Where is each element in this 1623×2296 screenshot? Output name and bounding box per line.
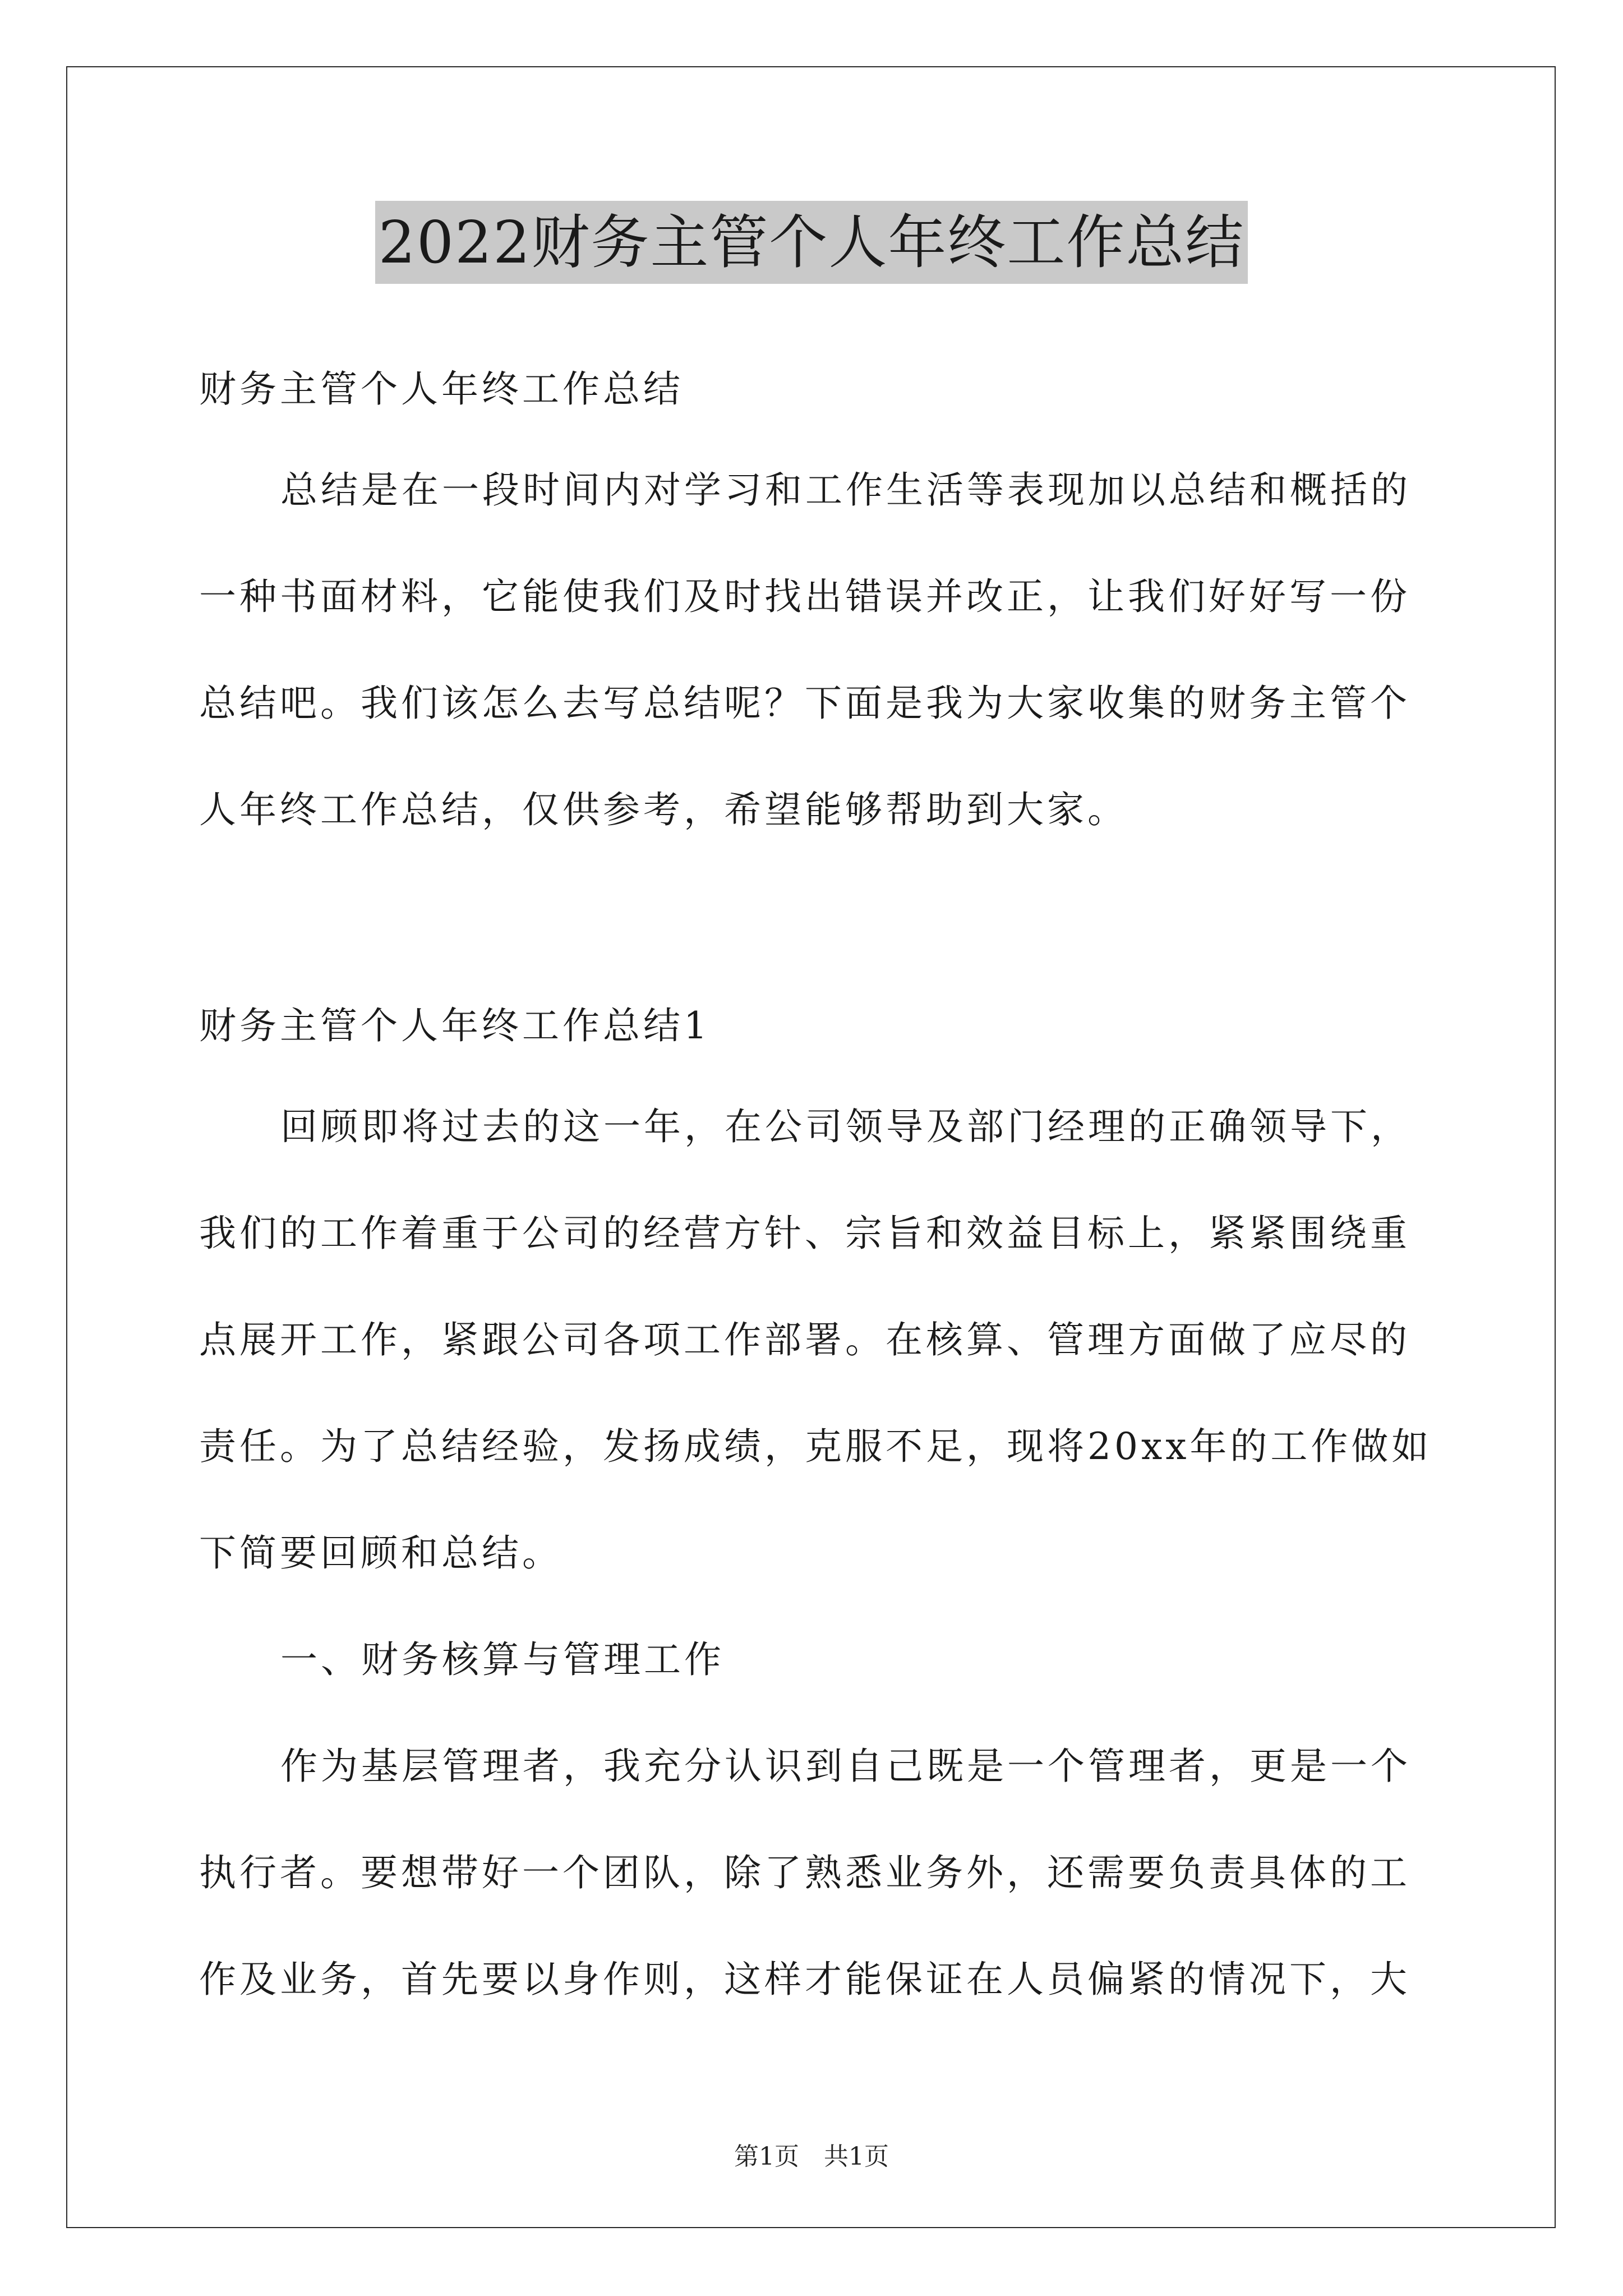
paragraph-line: 一种书面材料，它能使我们及时找出错误并改正，让我们好好写一份 xyxy=(199,575,1410,618)
paragraph-line: 责任。为了总结经验，发扬成绩，克服不足，现将20xx年的工作做如 xyxy=(199,1425,1432,1468)
paragraph-line: 总结吧。我们该怎么去写总结呢？下面是我为大家收集的财务主管个 xyxy=(199,682,1410,725)
paragraph-line: 下简要回顾和总结。 xyxy=(199,1531,562,1575)
paragraph-line: 回顾即将过去的这一年，在公司领导及部门经理的正确领导下， xyxy=(280,1105,1411,1148)
paragraph-line: 作为基层管理者，我充分认识到自己既是一个管理者，更是一个 xyxy=(280,1745,1411,1788)
paragraph-line: 我们的工作着重于公司的经营方针、宗旨和效益目标上，紧紧围绕重 xyxy=(199,1212,1410,1255)
paragraph-line: 人年终工作总结，仅供参考，希望能够帮助到大家。 xyxy=(199,788,1128,831)
document-title: 2022财务主管个人年终工作总结 xyxy=(375,201,1248,284)
title-container xyxy=(0,201,1623,284)
subtitle-line: 财务主管个人年终工作总结 xyxy=(199,367,684,411)
paragraph-line: 总结是在一段时间内对学习和工作生活等表现加以总结和概括的 xyxy=(280,468,1411,512)
page-number-footer: 第1页 共1页 xyxy=(734,2142,889,2171)
paragraph-line: 执行者。要想带好一个团队，除了熟悉业务外，还需要负责具体的工 xyxy=(199,1851,1410,1894)
subsection-heading: 一、财务核算与管理工作 xyxy=(280,1638,725,1681)
section-heading: 财务主管个人年终工作总结1 xyxy=(199,1004,711,1047)
paragraph-line: 作及业务，首先要以身作则，这样才能保证在人员偏紧的情况下，大 xyxy=(199,1958,1410,2001)
paragraph-line: 点展开工作，紧跟公司各项工作部署。在核算、管理方面做了应尽的 xyxy=(199,1318,1410,1361)
